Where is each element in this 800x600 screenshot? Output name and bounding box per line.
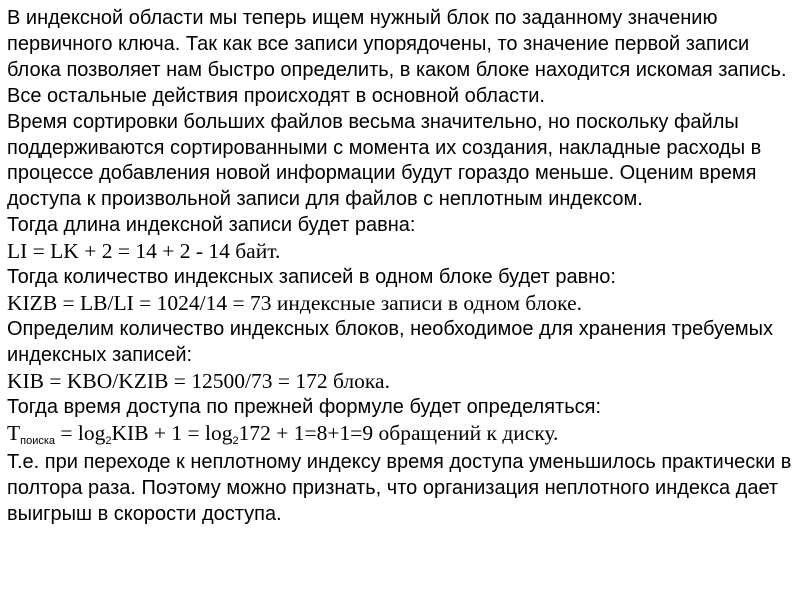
formula-log-base-1: 2	[105, 434, 112, 447]
paragraph-index-blocks-count: Определим количество индексных блоков, необходимое для хранения требуемых индексных записей:	[7, 317, 774, 366]
paragraph-conclusion: Т.е. при переходе к неплотному индексу время доступа уменьшилось практически в полтора раза. Поэтому можно признать, что организация неплотного индекса дает выигрыш в скорости доступа.	[7, 451, 792, 526]
formula-kizb: KIZB = LB/LI = 1024/14 = 73 индексные записи в одном блоке.	[7, 290, 583, 315]
formula-access-time	[7, 421, 793, 451]
formula-kib: KIB = KBO/KZIB = 12500/73 = 172 блока.	[7, 368, 390, 393]
formula-part-3: 172 + 1=8+1=9 обращений к диску.	[238, 420, 559, 445]
text-content	[7, 6, 793, 528]
paragraph-records-per-block: Тогда количество индексных записей в одном блоке будет равно:	[7, 266, 616, 289]
formula-t-symbol: T	[7, 420, 21, 445]
formula-t-subscript: поиска	[20, 434, 56, 447]
paragraph-index-record-length: Тогда длина индексной записи будет равна:	[7, 214, 416, 237]
formula-li: LI = LK + 2 = 14 + 2 - 14 байт.	[7, 239, 281, 264]
paragraph-access-time-formula: Тогда время доступа по прежней формуле будет определяться:	[7, 395, 601, 418]
formula-part-1: = log	[55, 420, 106, 445]
formula-log-base-2: 2	[232, 434, 239, 447]
formula-part-2: KIB + 1 = log	[111, 420, 233, 445]
paragraph-sorting-time: Время сортировки больших файлов весьма значительно, но поскольку файлы поддерживаются сортированными с момента их создания, накладные расходы в процессе добавления новой информации будут гораздо меньше. Оценим время доступа к произвольной записи для файлов с неплотным индексом.	[7, 110, 762, 211]
paragraph-index-area-search: В индексной области мы теперь ищем нужный блок по заданному значению первичного ключа. Так как все записи упорядочены, то значение первой записи блока позволяет нам быстро определить, в каком блоке находится искомая запись. Все остальные действия происходят в основной области.	[7, 7, 787, 107]
